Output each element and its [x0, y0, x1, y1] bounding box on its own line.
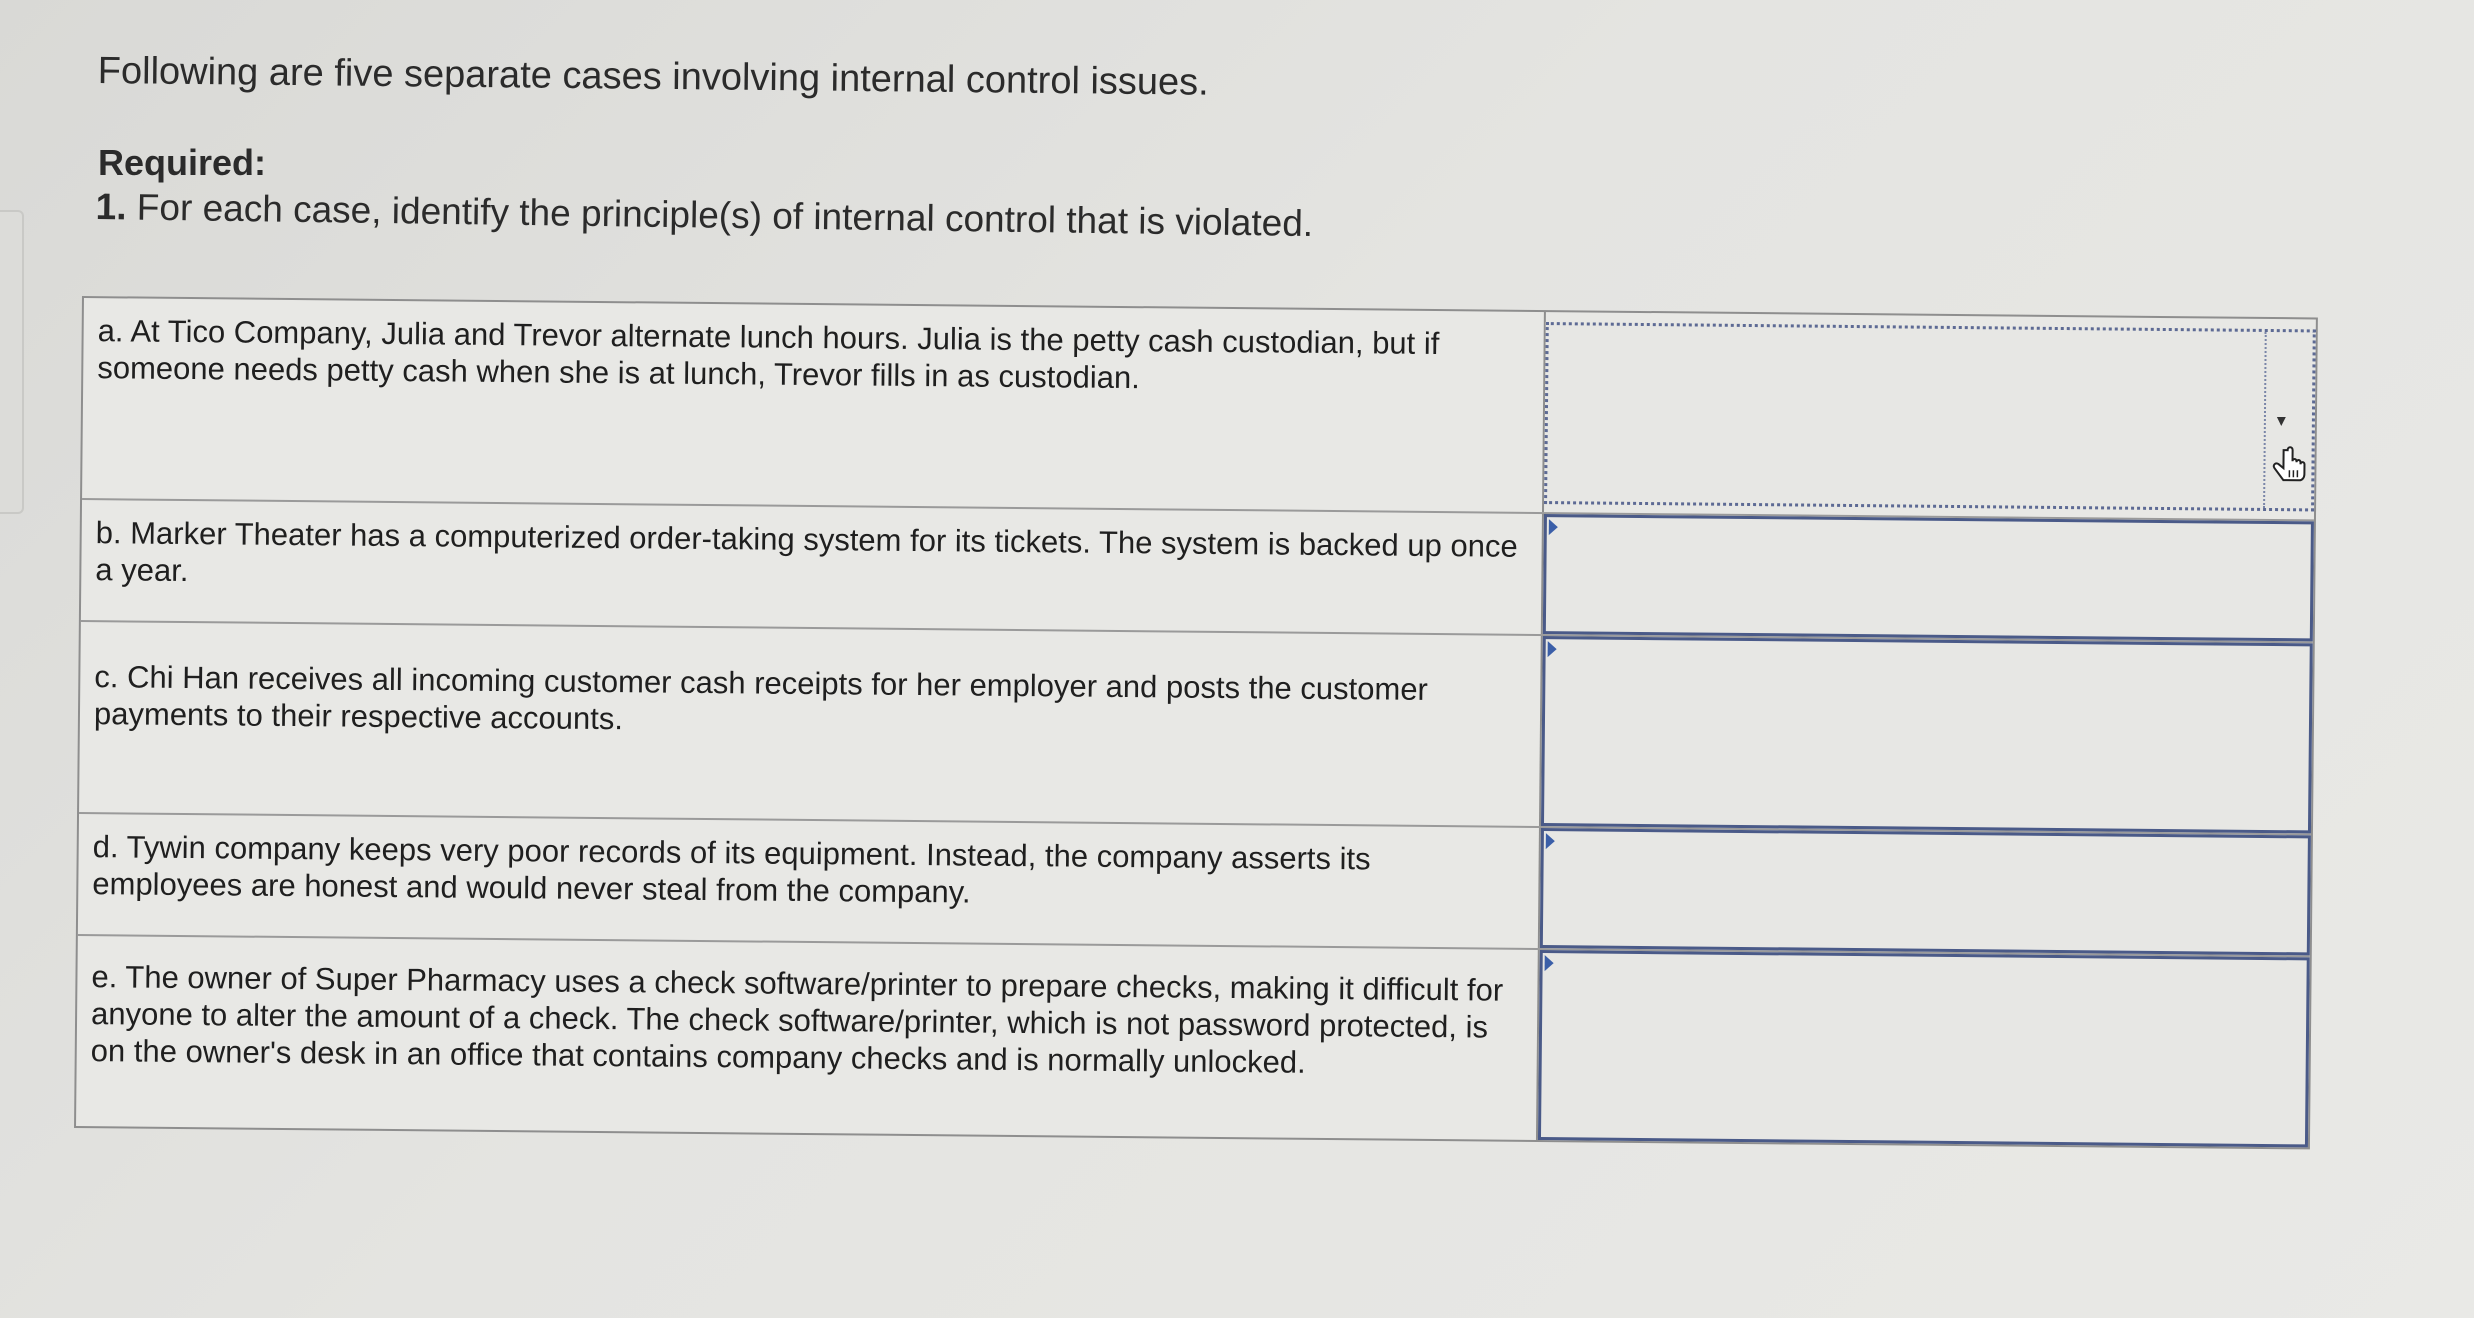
- answer-dropdown-c[interactable]: [1541, 636, 2313, 833]
- case-row-a: [82, 298, 2316, 521]
- question-text: For each case, identify the principle(s) of internal control that is violated.: [136, 186, 1314, 244]
- cell-marker-icon: [1546, 833, 1555, 849]
- case-row-d: [78, 814, 2311, 957]
- dropdown-divider: [2263, 332, 2267, 508]
- case-row-e: [76, 936, 2310, 1147]
- case-text-c: c. Chi Han receives all incoming customer cash receipts for her employer and posts the customer payments to their respective accounts.: [79, 622, 1543, 826]
- answer-dropdown-d[interactable]: [1540, 828, 2311, 955]
- side-panel-edge: [0, 210, 24, 514]
- intro-text: Following are five separate cases involving internal control issues.: [97, 50, 1209, 104]
- cell-marker-icon: [1548, 641, 1557, 657]
- answer-dropdown-b[interactable]: [1543, 514, 2314, 641]
- answer-dropdown-e[interactable]: [1538, 950, 2310, 1147]
- cell-marker-icon: [1545, 955, 1554, 971]
- case-text-b: b. Marker Theater has a computerized order-taking system for its tickets. The system is backed up once a year.: [81, 500, 1544, 634]
- question-number: 1.: [95, 186, 127, 228]
- dropdown-arrow-icon[interactable]: ▾: [2276, 410, 2287, 431]
- question-1: [95, 186, 1313, 245]
- case-text-d: d. Tywin company keeps very poor records of its equipment. Instead, the company asserts its employees are honest and would never steal from the company.: [78, 814, 1541, 948]
- case-text-e: e. The owner of Super Pharmacy uses a check software/printer to prepare checks, making it difficult for anyone to alter the amount of a check. The check software/printer, which is not password protected, is on the owner's desk in an office that contains company checks and is normally unlocked.: [76, 936, 1540, 1140]
- cases-table: [74, 296, 2318, 1149]
- case-row-b: [81, 500, 2314, 643]
- case-row-c: [79, 622, 2313, 835]
- required-label: Required:: [98, 142, 267, 183]
- case-text-a: a. At Tico Company, Julia and Trevor alternate lunch hours. Julia is the petty cash custodian, but if someone needs petty cash when she is at lunch, Trevor fills in as custodian.: [82, 298, 1546, 512]
- answer-dropdown-a[interactable]: [1544, 322, 2316, 511]
- hand-cursor-icon: [2267, 444, 2311, 488]
- cell-marker-icon: [1549, 519, 1558, 535]
